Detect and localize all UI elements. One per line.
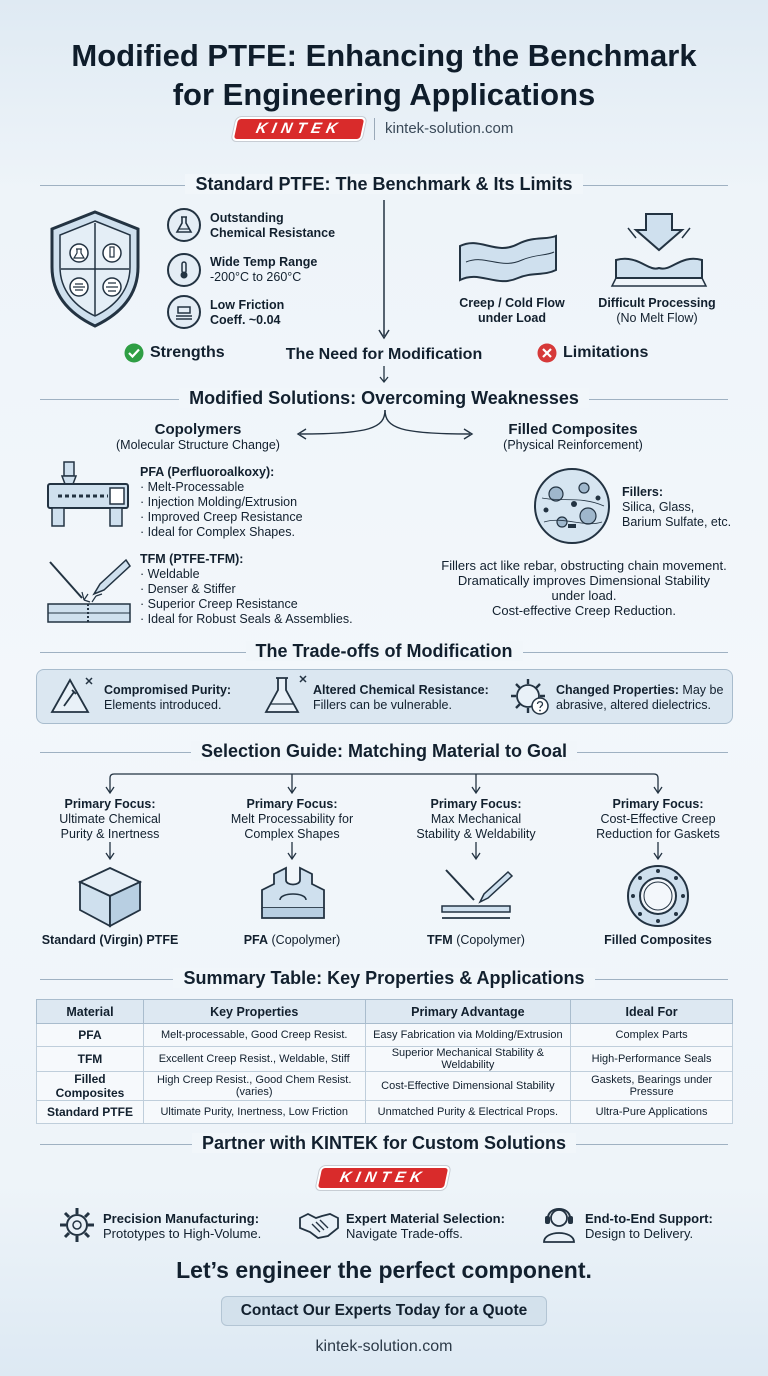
strengths-label: Strengths <box>150 344 225 361</box>
pfa-details: PFA (Perfluoroalkoxy): · Melt-Processable · Injection Molding/Extrusion · Improved Creep Resistance · Ideal for Complex Shapes. <box>140 465 303 539</box>
fillers-details: Fillers: Silica, Glass, Barium Sulfate, etc. <box>622 485 732 529</box>
tradeoff-chemical: Altered Chemical Resistance: Fillers can be vulnerable. <box>313 683 489 712</box>
injection-molding-icon <box>44 462 132 532</box>
select-option-tfm: Primary Focus: Max Mechanical Stability & Weldability <box>416 797 536 841</box>
select-result-filled: Filled Composites <box>604 933 712 947</box>
partner-expert: Expert Material Selection: Navigate Trade-offs. <box>346 1211 505 1241</box>
page-title <box>0 36 768 114</box>
gear-question-icon <box>508 676 552 716</box>
cell: Excellent Creep Resist., Weldable, Stiff <box>143 1047 365 1072</box>
virgin-ptfe-cube-icon <box>76 866 144 928</box>
limitation-processing: Difficult Processing (No Melt Flow) <box>598 296 716 325</box>
selection-down-arrows <box>0 842 768 862</box>
cell: Cost-Effective Dimensional Stability <box>365 1072 571 1101</box>
select-result-pfa: PFA (Copolymer) <box>243 933 341 947</box>
standard-section-heading: Standard PTFE: The Benchmark & Its Limits <box>40 174 728 195</box>
cell: High Creep Resist., Good Chem Resist. (varies) <box>143 1072 365 1101</box>
tradeoffs-section-heading: The Trade-offs of Modification <box>40 641 728 662</box>
cell: Ultimate Purity, Inertness, Low Friction <box>143 1101 365 1124</box>
pfa-complex-shape-icon <box>258 866 328 928</box>
support-headset-icon <box>540 1204 578 1244</box>
flask-icon <box>167 208 201 242</box>
cell: Melt-processable, Good Creep Resist. <box>143 1024 365 1047</box>
selection-branch-lines <box>0 766 768 796</box>
col-key-properties: Key Properties <box>143 1000 365 1024</box>
kintek-logo: KINTEK <box>234 119 364 139</box>
cell: Filled Composites <box>37 1072 144 1101</box>
tagline: Let’s engineer the perfect component. <box>176 1257 592 1283</box>
welding-icon <box>44 556 134 626</box>
select-result-standard: Standard (Virgin) PTFE <box>41 933 179 947</box>
table-row <box>37 1101 733 1124</box>
table-row <box>37 1072 733 1101</box>
difficult-processing-icon <box>608 212 710 288</box>
thermometer-icon <box>167 253 201 287</box>
cell: Superior Mechanical Stability & Weldability <box>365 1047 571 1072</box>
cell: Easy Fabrication via Molding/Extrusion <box>365 1024 571 1047</box>
title-line-1: Modified PTFE: Enhancing the Benchmark <box>71 38 697 73</box>
col-material: Material <box>37 1000 144 1024</box>
error-circle-icon <box>537 343 557 363</box>
footer-site-link[interactable]: kintek-solution.com <box>315 1338 453 1355</box>
cell: Standard PTFE <box>37 1101 144 1124</box>
limitation-creep: Creep / Cold Flow under Load <box>459 296 565 325</box>
strength-friction: Low Friction Coeff. ~0.04 <box>210 298 285 327</box>
copolymers-header: Copolymers (Molecular Structure Change) <box>116 421 280 452</box>
cell: High-Performance Seals <box>571 1047 733 1072</box>
filler-particles-icon <box>532 466 612 546</box>
purity-warning-icon <box>50 676 96 716</box>
tfm-details: TFM (PTFE-TFM): · Weldable · Denser & Stiffer · Superior Creep Resistance · Ideal for Robust Seals & Assemblies. <box>140 552 353 626</box>
partner-support: End-to-End Support: Design to Delivery. <box>585 1211 713 1241</box>
branch-arrows <box>290 410 480 444</box>
col-ideal-for: Ideal For <box>571 1000 733 1024</box>
tradeoff-properties: Changed Properties: May be abrasive, altered dielectrics. <box>556 683 724 712</box>
cell: Complex Parts <box>571 1024 733 1047</box>
select-option-filled: Primary Focus: Cost-Effective Creep Reduction for Gaskets <box>596 797 720 841</box>
col-primary-advantage: Primary Advantage <box>365 1000 571 1024</box>
selection-section-heading: Selection Guide: Matching Material to Goal <box>40 741 728 762</box>
strength-chemical: Outstanding Chemical Resistance <box>210 211 336 240</box>
gasket-ring-icon <box>626 864 690 928</box>
limitations-label: Limitations <box>563 344 649 361</box>
header-divider <box>374 118 375 140</box>
cell: TFM <box>37 1047 144 1072</box>
select-option-standard: Primary Focus: Ultimate Chemical Purity & Inertness <box>59 797 161 841</box>
table-row <box>37 1047 733 1072</box>
partner-kintek-logo: KINTEK <box>318 1168 448 1188</box>
chemical-flask-icon <box>262 674 310 718</box>
creep-block-icon <box>456 232 560 288</box>
tradeoff-purity: Compromised Purity: Elements introduced. <box>104 683 232 712</box>
handshake-icon <box>298 1208 340 1242</box>
partner-precision: Precision Manufacturing: Prototypes to High-Volume. <box>103 1211 262 1241</box>
title-line-2: for Engineering Applications <box>172 77 596 112</box>
table-row <box>37 1024 733 1047</box>
header-site-link[interactable]: kintek-solution.com <box>385 120 514 137</box>
summary-header-row <box>37 1000 733 1024</box>
shield-icon <box>46 209 144 329</box>
select-option-pfa: Primary Focus: Melt Processability for Complex Shapes <box>230 797 354 841</box>
cell: PFA <box>37 1024 144 1047</box>
select-result-tfm: TFM (Copolymer) <box>427 933 525 947</box>
need-for-modification: The Need for Modification <box>285 346 483 363</box>
fillers-description: Fillers act like rebar, obstructing chain movement. Dramatically improves Dimensional Stability under load. Cost-effective Creep Reduction. <box>441 558 727 618</box>
modified-section-heading: Modified Solutions: Overcoming Weaknesses <box>40 388 728 409</box>
summary-section-heading: Summary Table: Key Properties & Applications <box>40 968 728 989</box>
filled-composites-header: Filled Composites (Physical Reinforcement) <box>503 421 643 452</box>
center-down-arrow <box>376 200 392 340</box>
summary-table <box>36 999 733 1124</box>
cell: Unmatched Purity & Electrical Props. <box>365 1101 571 1124</box>
cell: Ultra-Pure Applications <box>571 1101 733 1124</box>
strength-temp: Wide Temp Range -200°C to 260°C <box>210 255 318 284</box>
partner-section-heading: Partner with KINTEK for Custom Solutions <box>40 1133 728 1154</box>
check-circle-icon <box>124 343 144 363</box>
need-down-arrow <box>378 366 390 384</box>
cell: Gaskets, Bearings under Pressure <box>571 1072 733 1101</box>
tfm-welding-icon <box>440 866 512 928</box>
friction-icon <box>167 295 201 329</box>
contact-quote-button[interactable]: Contact Our Experts Today for a Quote <box>221 1296 547 1326</box>
precision-gear-icon <box>58 1206 96 1244</box>
